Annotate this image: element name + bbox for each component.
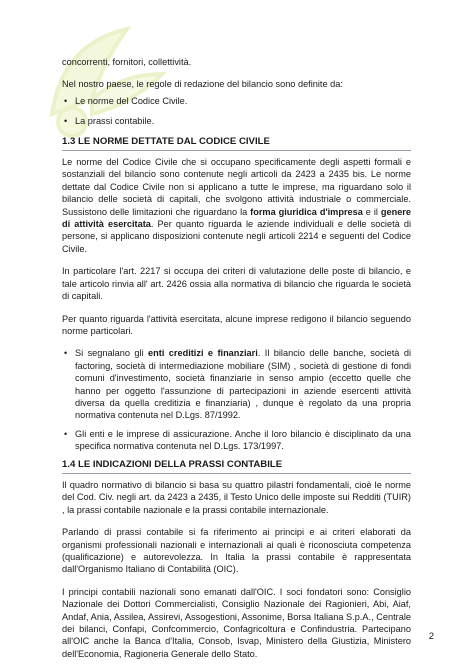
bullet-icon: • bbox=[64, 428, 68, 439]
section-heading-1-4: 1.4 LE INDICAZIONI DELLA PRASSI CONTABILE bbox=[62, 459, 411, 474]
section-heading-1-3: 1.3 LE NORME DETTATE DAL CODICE CIVILE bbox=[62, 136, 411, 151]
bullet-icon: • bbox=[64, 348, 68, 359]
paragraph: I principi contabili nazionali sono emanati dall'OIC. I soci fondatori sono: Consiglio Nazionale dei Dottori Commercialisti, Consiglio Nazionale dei Ragionieri, Abi, Aiaf, Andaf, Ania, Assilea, Assirevi, Assogestioni, Assonime, Borsa Italiana S.p.A., Centrale dei bilanci, Confapi, Confcommercio, Confagricoltura e Confindustria. Partecipano all'OIC anche la Banca d'Italia, Consob, Isvap, Ministero della Giustizia, Ministero dell'Economia, Ragioneria Generale dello Stato. bbox=[62, 586, 411, 659]
paragraph: In particolare l'art. 2217 si occupa dei criteri di valutazione delle poste di bilancio, e tale articolo rinvia all' art. 2426 ossia alla normativa di bilancio che riguarda le società di capitali. bbox=[62, 266, 411, 302]
document-page bbox=[62, 56, 411, 670]
paragraph: Per quanto riguarda l'attività esercitata, alcune imprese redigono il bilancio seguendo norme particolari. bbox=[62, 313, 411, 336]
list-item: • Le norme del Codice Civile. bbox=[64, 95, 188, 106]
paragraph: Parlando di prassi contabile si fa riferimento ai principi e ai criteri elaborati da organismi professionali nazionali e internazionali ai quali è riconosciuta competenza (qualificazione) e autorevolezza. In Italia la prassi contabile è rappresentata dall'Organismo Italiano di Contabilità (OIC). bbox=[62, 527, 411, 575]
page-number: 2 bbox=[428, 631, 434, 642]
top-line: concorrenti, fornitori, collettività. bbox=[62, 57, 192, 67]
bullet-icon: • bbox=[64, 95, 68, 106]
paragraph: Le norme del Codice Civile che si occupano specificamente degli aspetti formali e sostanziali del bilancio sono contenute negli articoli da 2423 a 2435 bis. Le norme dettate dal Codice Civile non si applicano a tutte le imprese, ma riguardano solo il bilancio delle società di capitali, che svolgono attività industriale o commerciale. Sussistono delle limitazioni che riguardano la forma giuridica d'impresa e il genere di attività esercitata. Per quanto riguarda le aziende individuali e delle società di persone, si applicano disposizioni contenute negli articoli 2214 e seguenti del Codice Civile. bbox=[62, 157, 411, 254]
special-entities-list bbox=[62, 347, 411, 452]
bullet-icon: • bbox=[64, 116, 68, 127]
list-item: • La prassi contabile. bbox=[64, 116, 155, 127]
intro-paragraph: Nel nostro paese, le regole di redazione del bilancio sono definite da: bbox=[62, 79, 343, 90]
list-item: • Gli enti e le imprese di assicurazione. Anche il loro bilancio è disciplinato da una specifica normativa contenuta nel D.Lgs. 173/1997. bbox=[64, 428, 411, 452]
sources-list bbox=[62, 95, 411, 128]
paragraph: Il quadro normativo di bilancio si basa su quattro pilastri fondamentali, cioè le norme del Cod. Civ. negli art. da 2423 a 2435, il Testo Unico delle imposte sui Redditi (TUIR) , la prassi contabile nazionale e la prassi contabile internazionale. bbox=[62, 479, 411, 515]
list-item: • Si segnalano gli enti creditizi e finanziari. Il bilancio delle banche, società di factoring, società di intermediazione mobiliare (SIM) , società di gestione di fondi comuni d'investimento, società finanziarie in senso ampio (eccetto quelle che hanno per oggetto l'assunzione di partecipazioni in aziende esercenti attività diversa da quella creditizia e finanziaria) , dunque è regolato da una propria normativa contenuta nel D.Lgs. 87/1992. bbox=[64, 348, 411, 421]
